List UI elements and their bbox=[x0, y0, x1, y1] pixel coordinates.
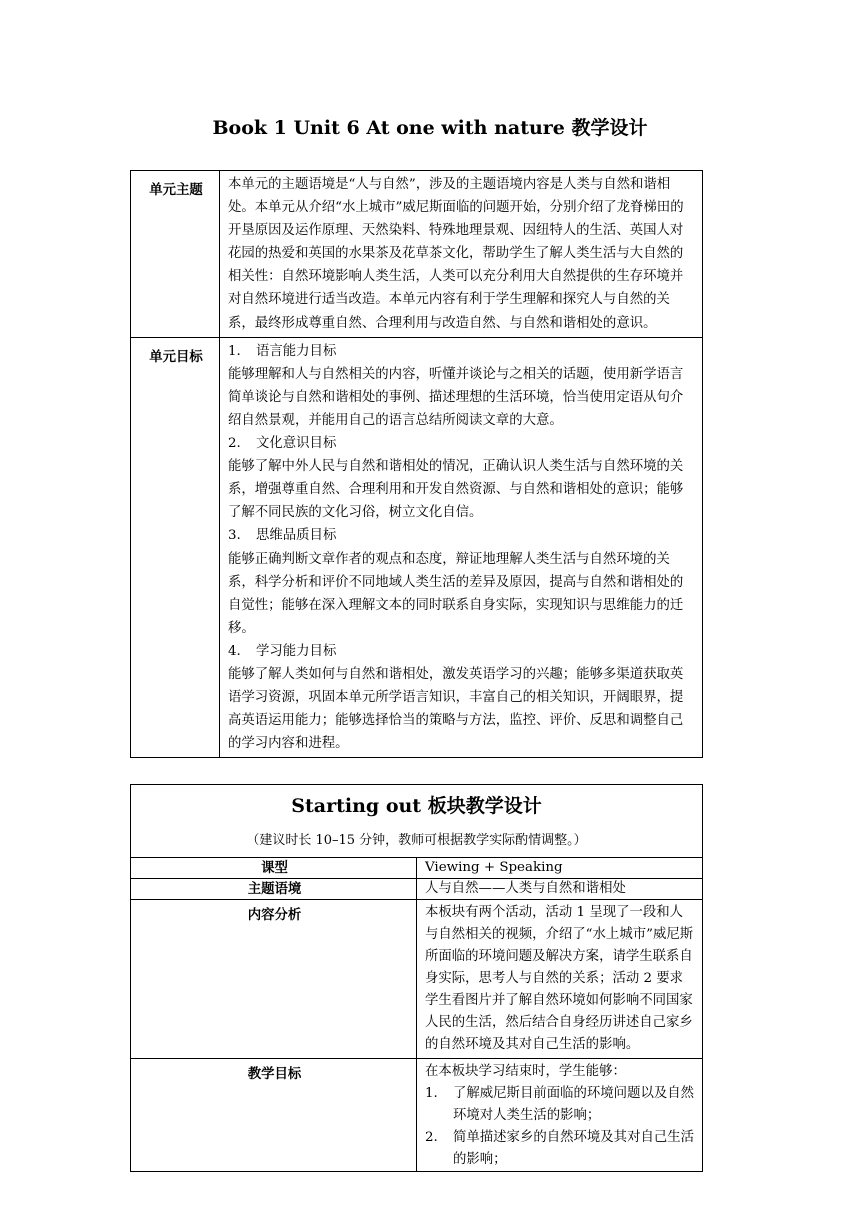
lesson-type-value: Viewing + Speaking bbox=[417, 858, 703, 879]
objective-number: 1. bbox=[425, 1086, 438, 1101]
goal-item bbox=[228, 524, 696, 639]
goal-number: 4. bbox=[228, 643, 241, 659]
starting-out-table bbox=[130, 784, 703, 1172]
goal-title: 思维品质目标 bbox=[256, 528, 337, 544]
lesson-type-row bbox=[131, 858, 703, 879]
starting-out-header-row bbox=[131, 785, 703, 858]
goal-text: 能够正确判断文章作者的观点和态度，辩证地理解人类生活与自然环境的关系，科学分析和评价不同地域人类生活的差异及原因，提高与自然和谐相处的自觉性；能够在深入理解文本的同时联系自身实际，实现知识与思维能力的迁移。 bbox=[228, 551, 684, 636]
unit-theme-text: 本单元的主题语境是“人与自然”，涉及的主题语境内容是人类与自然和谐相处。本单元从介绍“水上城市”威尼斯面临的问题开始，分别介绍了龙脊梯田的开垦原因及运作原理、天然染料、特殊地理景观、因纽特人的生活、英国人对花园的热爱和英国的水果茶及花草茶文化，帮助学生了解人类生活与大自然的相关性：自然环境影响人类生活，人类可以充分利用大自然提供的生存环境并对自然环境进行适当改造。本单元内容有利于学生理解和探究人与自然的关系，最终形成尊重自然、合理利用与改造自然、与自然和谐相处的意识。 bbox=[220, 171, 703, 338]
content-analysis-label: 内容分析 bbox=[131, 900, 417, 1059]
unit-goals-cell bbox=[220, 337, 703, 758]
starting-out-title: Starting out 板块教学设计 bbox=[291, 795, 542, 817]
goal-title: 学习能力目标 bbox=[256, 643, 337, 659]
unit-overview-table bbox=[130, 170, 703, 758]
theme-context-value: 人与自然——人类与自然和谐相处 bbox=[417, 879, 703, 900]
starting-out-header bbox=[131, 785, 703, 858]
duration-note: （建议时长 10–15 分钟，教师可根据教学实际酌情调整。） bbox=[246, 833, 587, 848]
goal-item bbox=[228, 432, 696, 524]
objective-item bbox=[425, 1083, 696, 1127]
content-analysis-text: 本板块有两个活动，活动 1 呈现了一段和人与自然相关的视频，介绍了“水上城市”威尼斯所面临的环境问题及解决方案，请学生联系自身实际，思考人与自然的关系；活动 2 要求学生看图片并了解自然环境如何影响不同国家人民的生活，然后结合自身经历讲述自己家乡的自然环境及其对自己生活的影响。 bbox=[417, 900, 703, 1059]
content-analysis-row bbox=[131, 900, 703, 1059]
goal-number: 2. bbox=[228, 436, 241, 452]
goal-title: 语言能力目标 bbox=[256, 343, 337, 359]
goal-text: 能够理解和人与自然相关的内容，听懂并谈论与之相关的话题，使用新学语言简单谈论与自然和谐相处的事例、描述理想的生活环境，恰当使用定语从句介绍自然景观，并能用自己的语言总结所阅读文章的大意。 bbox=[228, 366, 684, 428]
goal-number: 3. bbox=[228, 528, 241, 544]
lesson-type-label: 课型 bbox=[131, 858, 417, 879]
objectives-intro: 在本板块学习结束时，学生能够： bbox=[425, 1064, 626, 1079]
goal-text: 能够了解中外人民与自然和谐相处的情况，正确认识人类生活与自然环境的关系，增强尊重自然、合理利用和开发自然资源、与自然和谐相处的意识；能够了解不同民族的文化习俗，树立文化自信。 bbox=[228, 459, 684, 521]
objective-number: 2. bbox=[425, 1130, 438, 1145]
document-title: Book 1 Unit 6 At one with nature 教学设计 bbox=[212, 117, 648, 139]
objective-text: 了解威尼斯目前面临的环境问题以及自然环境对人类生活的影响； bbox=[453, 1086, 695, 1123]
unit-goals-row bbox=[131, 337, 703, 758]
theme-context-label: 主题语境 bbox=[131, 879, 417, 900]
goal-item bbox=[228, 340, 696, 432]
goal-title: 文化意识目标 bbox=[256, 436, 337, 452]
objective-item bbox=[425, 1127, 696, 1171]
unit-goals-label: 单元目标 bbox=[131, 337, 220, 758]
unit-theme-row bbox=[131, 171, 703, 338]
teaching-objectives-row bbox=[131, 1059, 703, 1172]
goal-text: 能够了解人类如何与自然和谐相处，激发英语学习的兴趣；能够多渠道获取英语学习资源，巩固本单元所学语言知识，丰富自己的相关知识，开阔眼界，提高英语运用能力；能够选择恰当的策略与方法，监控、评价、反思和调整自己的学习内容和进程。 bbox=[228, 666, 684, 752]
theme-context-row bbox=[131, 879, 703, 900]
unit-theme-label: 单元主题 bbox=[131, 171, 220, 338]
goal-number: 1. bbox=[228, 343, 241, 359]
teaching-objectives-cell bbox=[417, 1059, 703, 1172]
teaching-objectives-label: 教学目标 bbox=[131, 1059, 417, 1172]
goal-item bbox=[228, 640, 696, 755]
objective-text: 简单描述家乡的自然环境及其对自己生活的影响； bbox=[453, 1130, 695, 1167]
